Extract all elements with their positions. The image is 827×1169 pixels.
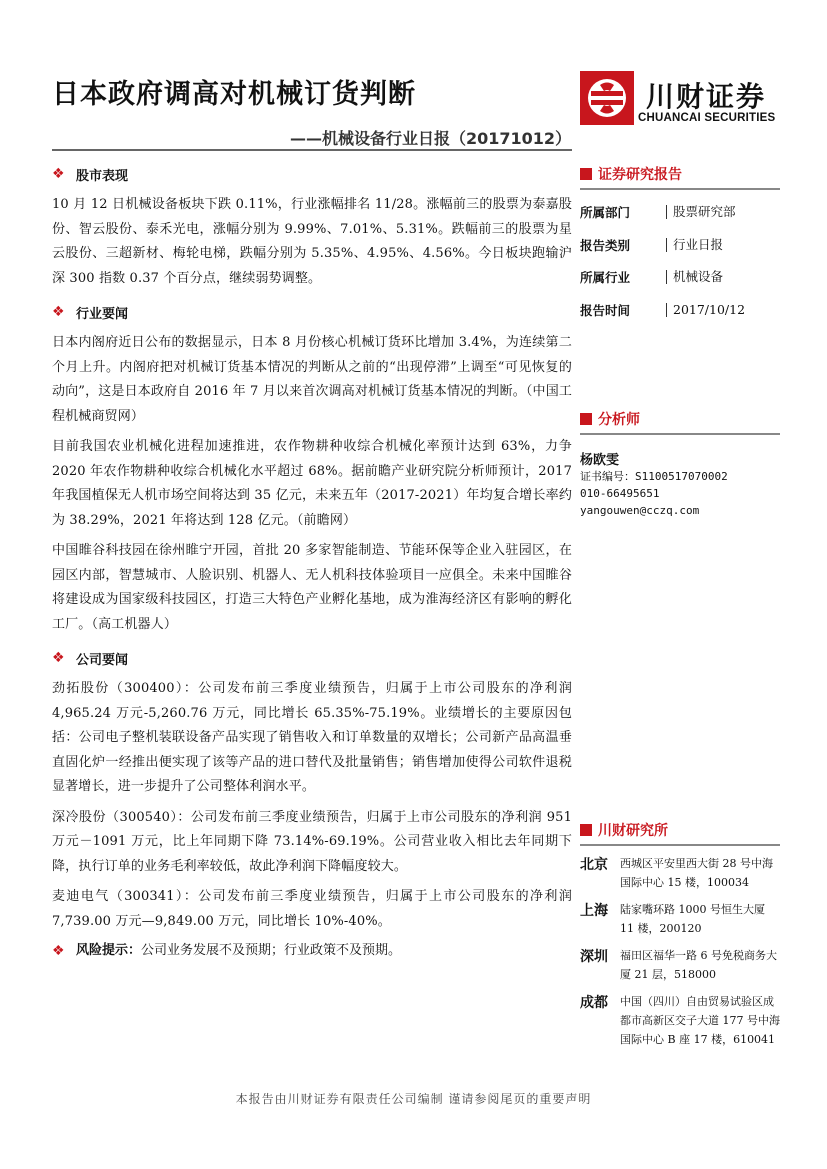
report-title: 日本政府调高对机械订货判断 [52,79,416,110]
analyst-heading: 分析师 [580,408,780,430]
sidebar [580,163,780,1049]
company-paragraph-1: 劲拓股份（300400）：公司发布前三季度业绩预告，归属于上市公司股东的净利润 4,965.24 万元-5,260.76 万元，同比增长 65.35%-75.19%。业绩增长的主要原因包括：公司电子整机装联设备产品实现了销售收入和订单数量的双增长；公司新产品高温垂直固化炉一经推出便实现了该等产品的进口替代及批量销售；销售增加使得公司软件退税显著增长，进一步提升了公司整体利润水平。 [52,681,572,794]
report-type-heading: 证券研究报告 [580,163,780,185]
company-logo [580,71,780,127]
report-subtitle: ——机械设备行业日报（20171012） [290,129,572,148]
info-row: 报告时间 2017/10/12 [580,301,746,318]
office-shenzhen: 深圳 福田区福华一路 6 号免税商务大厦 21 层，518000 [580,949,777,981]
analyst-name: 杨欧雯 [580,453,620,468]
title-divider [52,149,572,151]
analyst-phone: 010-66495651 [580,487,660,500]
industry-paragraph-3: 中国睢谷科技园在徐州睢宁开园，首批 20 多家智能制造、节能环保等企业入驻园区，在园区内部，智慧城市、人脸识别、机器人、无人机科技体验项目一应俱全。未来中国睢谷将建设成为国家级科技园区，打造三大特色产业孵化基地，成为淮海经济区有影响的孵化工厂。（高工机器人） [52,543,572,632]
info-row: 所属部门 股票研究部 [580,204,736,221]
logo-chinese-name: 川财证券 [646,80,767,113]
office-beijing: 北京 西城区平安里西大街 28 号中海国际中心 15 楼，100034 [580,857,773,889]
analyst-email: yangouwen@cczq.com [580,504,700,517]
office-shanghai: 上海 陆家嘴环路 1000 号恒生大厦 11 楼，200120 [580,903,765,935]
red-square-icon [580,413,592,425]
section-heading-industry: ❖ 行业要闻 [52,304,129,322]
industry-paragraph-1: 日本内阁府近日公布的数据显示，日本 8 月份核心机械订货环比增加 3.4%，为连续第二个月上升。内阁府把对机械订货基本情况的判断从之前的“出现停滞”上调至“可见恢复的动向”，这是日本政府自 2016 年 7 月以来首次调高对机械订货基本情况的判断。（中国工程机械商贸网） [52,335,572,424]
info-row: 所属行业 机械设备 [580,269,724,286]
industry-paragraph-2: 目前我国农业机械化进程加速推进，农作物耕种收综合机械化率预计达到 63%，力争 2020 年农作物耕种收综合机械化水平超过 68%。据前瞻产业研究院分析师预计，2017 年我国植保无人机市场空间将达到 35 亿元，未来五年（2017-2021）年均复合增长率约为 38.29%，2021 年将达到 128 亿元。（前瞻网） [52,439,572,528]
section-heading-company: ❖ 公司要闻 [52,650,129,668]
chuancai-logo-icon [580,71,634,125]
footer-disclaimer: 本报告由川财证券有限责任公司编制 谨请参阅尾页的重要声明 [235,1092,592,1106]
risk-label: 风险提示： [76,943,142,958]
office-chengdu: 成都 中国（四川）自由贸易试验区成都市高新区交子大道 177 号中海国际中心 B 座 17 楼，610041 [580,995,780,1046]
risk-warning [52,940,572,962]
sidebar-divider [580,188,780,190]
report-info-table [580,196,780,326]
market-paragraph: 10 月 12 日机械设备板块下跌 0.11%，行业涨幅排名 11/28。涨幅前三的股票为泰嘉股份、智云股份、泰禾光电，涨幅分别为 9.99%、7.01%、5.31%。跌幅前三的股票为星云股份、三超新材、梅轮电梯，跌幅分别为 5.35%、4.95%、4.56%。今日板块跑输沪深 300 指数 0.37 个百分点，继续弱势调整。 [52,197,572,286]
sidebar-divider [580,433,780,435]
red-square-icon [580,168,592,180]
risk-text: 公司业务发展不及预期；行业政策不及预期。 [141,943,402,958]
institute-heading: 川财研究所 [580,819,780,841]
main-content [52,163,572,962]
sidebar-divider [580,844,780,846]
diamond-bullet-icon: ❖ [52,943,65,959]
section-heading-market: ❖ 股市表现 [52,166,129,184]
diamond-bullet-icon: ❖ [52,650,65,666]
info-row: 报告类别 行业日报 [580,236,724,253]
diamond-bullet-icon: ❖ [52,166,65,182]
analyst-cert: 证书编号：S1100517070002 [580,470,728,483]
company-paragraph-3: 麦迪电气（300341）：公司发布前三季度业绩预告，归属于上市公司股东的净利润 7,739.00 万元—9,849.00 万元，同比增长 10%-40%。 [52,889,572,929]
diamond-bullet-icon: ❖ [52,304,65,320]
red-square-icon [580,824,592,836]
company-paragraph-2: 深冷股份（300540）：公司发布前三季度业绩预告，归属于上市公司股东的净利润 951 万元－1091 万元，比上年同期下降 73.14%-69.19%。公司营业收入相比去年同期下降，执行订单的业务毛利率较低，故此净利润下降幅度较大。 [52,809,572,874]
logo-english-name: CHUANCAI SECURITIES [638,112,776,124]
